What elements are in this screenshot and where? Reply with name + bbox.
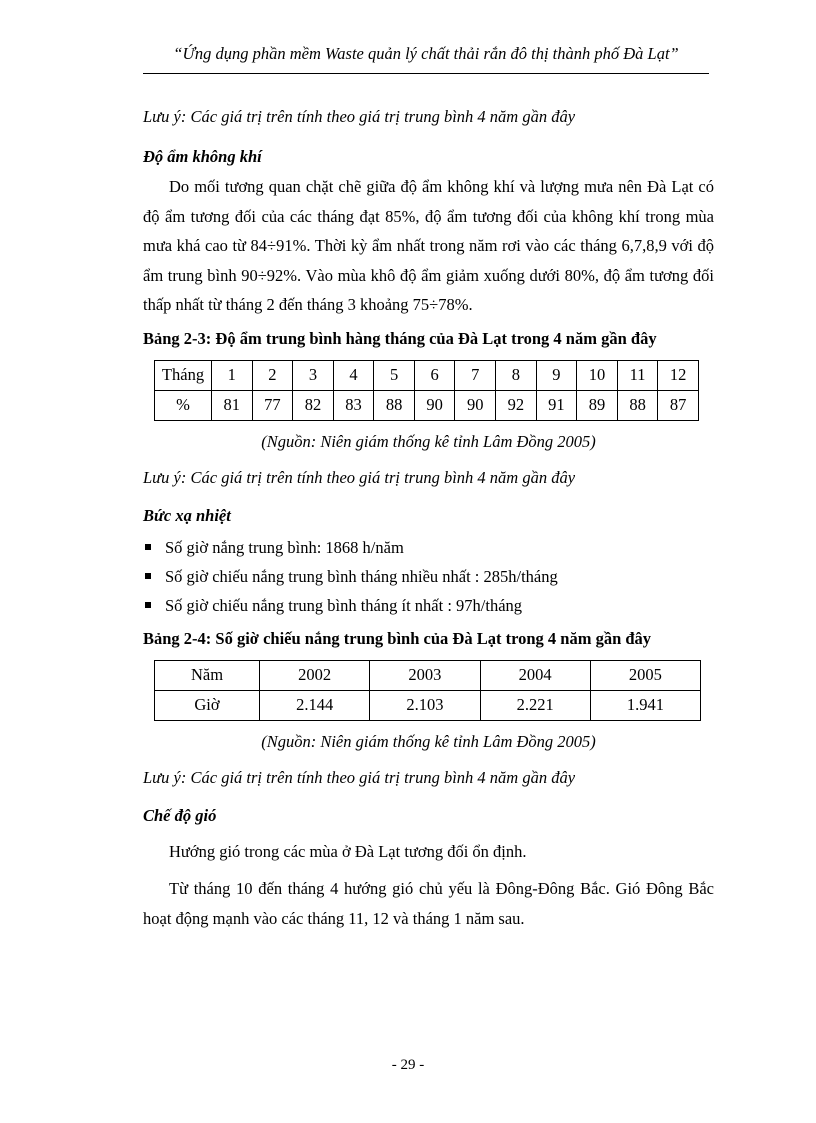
table-cell-label: Năm <box>155 660 260 690</box>
humidity-note: Lưu ý: Các giá trị trên tính theo giá trị trung bình 4 năm gần đây <box>143 467 576 487</box>
table-cell: 87 <box>658 390 699 420</box>
table-cell: 82 <box>293 390 334 420</box>
table-cell: 5 <box>374 360 415 390</box>
table-cell: 7 <box>455 360 496 390</box>
table-cell: 81 <box>212 390 253 420</box>
table-cell: 2005 <box>590 660 700 690</box>
table-cell: 2.103 <box>370 690 480 720</box>
table-cell: 92 <box>496 390 537 420</box>
table-cell: 88 <box>374 390 415 420</box>
list-item-text: Số giờ nắng trung bình: 1868 h/năm <box>165 537 404 557</box>
bullet-square-icon <box>145 544 151 550</box>
humidity-heading: Độ ẩm không khí <box>143 147 262 166</box>
page-header-title: “Ứng dụng phần mềm Waste quản lý chất thải rắn đô thị thành phố Đà Lạt” <box>173 44 679 63</box>
page-number: - 29 - <box>391 1057 425 1073</box>
table-cell-label: % <box>155 390 212 420</box>
list-item <box>143 533 714 562</box>
table-cell: 9 <box>536 360 577 390</box>
humidity-table <box>154 360 699 421</box>
list-item <box>143 562 714 591</box>
table-cell-label: Giờ <box>155 690 260 720</box>
humidity-table-row-values <box>155 390 699 420</box>
table-cell: 11 <box>617 360 658 390</box>
table-cell: 83 <box>333 390 374 420</box>
humidity-table-caption: Bảng 2-3: Độ ẩm trung bình hàng tháng của Đà Lạt trong 4 năm gần đây <box>143 328 657 348</box>
wind-paragraph-2: Từ tháng 10 đến tháng 4 hướng gió chủ yếu là Đông-Đông Bắc. Gió Đông Bắc hoạt động mạnh vào các tháng 11, 12 và tháng 1 năm sau. <box>143 879 714 928</box>
table-cell: 77 <box>252 390 293 420</box>
humidity-paragraph: Do mối tương quan chặt chẽ giữa độ ẩm không khí và lượng mưa nên Đà Lạt có độ ẩm tương đối của các tháng đạt 85%, độ ẩm tương đối của không khí trong mùa mưa khá cao từ 84÷91%. Thời kỳ ẩm nhất trong năm rơi vào các tháng 6,7,8,9 với độ ẩm trung bình 90÷92%. Vào mùa khô độ ẩm giảm xuống dưới 80%, độ ẩm tương đối thấp nhất từ tháng 2 đến tháng 3 khoảng 75÷78%. <box>143 177 714 314</box>
table-cell: 2002 <box>260 660 370 690</box>
bullet-square-icon <box>145 573 151 579</box>
humidity-source: (Nguồn: Niên giám thống kê tỉnh Lâm Đồng 2005) <box>261 431 596 451</box>
note-top: Lưu ý: Các giá trị trên tính theo giá trị trung bình 4 năm gần đây <box>143 107 576 126</box>
bullet-square-icon <box>145 602 151 608</box>
table-cell: 6 <box>414 360 455 390</box>
table-cell: 1 <box>212 360 253 390</box>
table-cell: 90 <box>455 390 496 420</box>
header-rule <box>143 73 709 74</box>
table-cell: 88 <box>617 390 658 420</box>
humidity-table-row-months <box>155 360 699 390</box>
list-item <box>143 591 714 620</box>
table-cell: 10 <box>577 360 618 390</box>
radiation-source: (Nguồn: Niên giám thống kê tỉnh Lâm Đồng 2005) <box>261 731 596 751</box>
radiation-table-row-hours <box>155 690 701 720</box>
table-cell: 2004 <box>480 660 590 690</box>
radiation-note: Lưu ý: Các giá trị trên tính theo giá trị trung bình 4 năm gần đây <box>143 767 576 787</box>
table-cell: 12 <box>658 360 699 390</box>
table-cell: 2.221 <box>480 690 590 720</box>
list-item-text: Số giờ chiếu nắng trung bình tháng ít nhất : 97h/tháng <box>165 595 523 615</box>
wind-heading: Chế độ gió <box>143 805 217 825</box>
table-cell-label: Tháng <box>155 360 212 390</box>
table-cell: 3 <box>293 360 334 390</box>
table-cell: 8 <box>496 360 537 390</box>
radiation-table <box>154 660 701 721</box>
table-cell: 2.144 <box>260 690 370 720</box>
table-cell: 90 <box>414 390 455 420</box>
list-item-text: Số giờ chiếu nắng trung bình tháng nhiều nhất : 285h/tháng <box>165 566 558 586</box>
radiation-table-row-years <box>155 660 701 690</box>
table-cell: 91 <box>536 390 577 420</box>
wind-paragraph-1: Hướng gió trong các mùa ở Đà Lạt tương đối ổn định. <box>169 841 527 861</box>
document-body <box>143 106 714 933</box>
radiation-table-caption: Bảng 2-4: Số giờ chiếu nắng trung bình của Đà Lạt trong 4 năm gần đây <box>143 628 652 648</box>
radiation-bullet-list <box>143 533 714 620</box>
table-cell: 1.941 <box>590 690 700 720</box>
table-cell: 4 <box>333 360 374 390</box>
radiation-heading: Bức xạ nhiệt <box>143 505 231 525</box>
table-cell: 2003 <box>370 660 480 690</box>
table-cell: 2 <box>252 360 293 390</box>
table-cell: 89 <box>577 390 618 420</box>
